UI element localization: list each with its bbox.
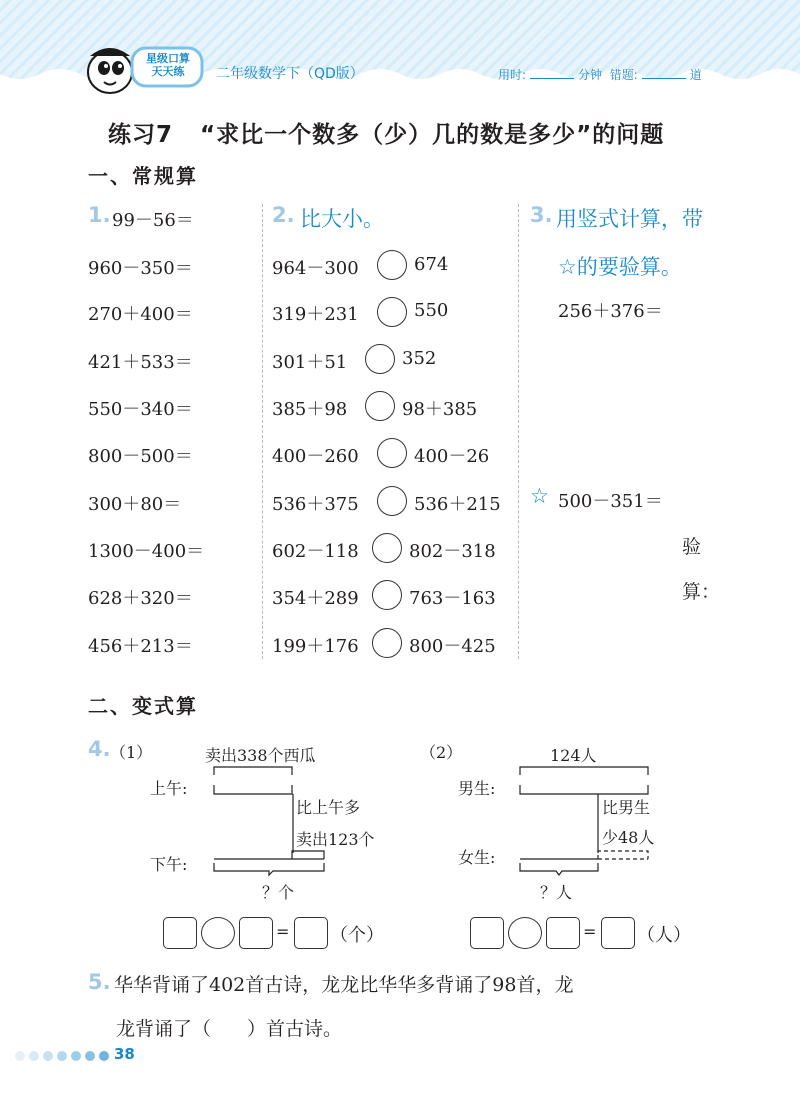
answer-box[interactable] <box>163 917 197 949</box>
brand-logo-text: 星级口算 天天练 <box>146 52 190 78</box>
book-subject-label: 二年级数学下（QD版） <box>216 66 364 82</box>
star-icon: ☆ <box>530 484 549 508</box>
q3-expression-1: 256＋376＝ <box>558 301 663 322</box>
q4-part2-label: （2） <box>420 743 463 762</box>
diagram1-top-label: 卖出338个西瓜 <box>205 746 316 765</box>
q1-item: 456＋213＝ <box>88 636 193 657</box>
operator-circle[interactable] <box>508 917 542 949</box>
compare-answer-circle[interactable] <box>377 250 407 280</box>
q1-item: 550－340＝ <box>88 399 193 420</box>
compare-left: 199＋176 <box>272 636 359 657</box>
compare-left: 354＋289 <box>272 588 359 609</box>
compare-answer-circle[interactable] <box>377 297 407 327</box>
answer-box[interactable] <box>601 917 635 949</box>
compare-right: 536＋215 <box>414 494 501 515</box>
compare-right: 674 <box>414 254 449 275</box>
q3-number: 3. <box>530 203 553 227</box>
errors-blank[interactable] <box>642 78 686 79</box>
diagram1-bottom-label: ？个 <box>262 883 295 902</box>
compare-answer-circle[interactable] <box>372 628 402 658</box>
compare-right: 800－425 <box>409 636 496 657</box>
diagram2-side-label-2: 少48人 <box>602 828 655 847</box>
compare-left: 602－118 <box>272 541 359 562</box>
diagram1-side-label-2: 卖出123个 <box>296 830 375 849</box>
diagram2-row2-label: 女生: <box>458 848 496 867</box>
section-heading-regular: 一、常规算 <box>88 164 198 188</box>
q4-number: 4. <box>88 737 111 761</box>
compare-left: 536＋375 <box>272 494 359 515</box>
header-time-error-fields: 用时: 分钟 错题: 道 <box>498 68 702 82</box>
column-divider-2 <box>518 204 519 659</box>
q3-expression-2: 500－351＝ <box>558 491 663 512</box>
q1-item: 300＋80＝ <box>88 494 182 515</box>
time-blank[interactable] <box>530 78 574 79</box>
diagram2-bottom-label: ？人 <box>540 883 573 902</box>
compare-answer-circle[interactable] <box>372 580 402 610</box>
answer-box[interactable] <box>470 917 504 949</box>
compare-left: 964－300 <box>272 258 359 279</box>
equals-sign: = <box>583 922 597 941</box>
compare-right: 98＋385 <box>402 399 478 420</box>
q5-number: 5. <box>88 970 111 994</box>
compare-right: 352 <box>402 348 437 369</box>
q1-item: 99－56＝ <box>112 210 194 231</box>
compare-left: 385＋98 <box>272 399 348 420</box>
diagram1-side-label-1: 比上午多 <box>296 798 361 817</box>
compare-right: 550 <box>414 300 449 321</box>
compare-right: 400－26 <box>414 446 490 467</box>
unit-label: （个） <box>330 925 384 946</box>
check-label-2: 算： <box>682 581 721 603</box>
q3-title-line1: 用竖式计算，带 <box>556 207 703 231</box>
page-title: 练习7 “求比一个数多（少）几的数是多少”的问题 <box>108 122 665 148</box>
q1-item: 800－500＝ <box>88 446 193 467</box>
compare-left: 301＋51 <box>272 352 348 373</box>
compare-left: 400－260 <box>272 446 359 467</box>
answer-box[interactable] <box>546 917 580 949</box>
q1-item: 421＋533＝ <box>88 352 193 373</box>
diagram2-row1-label: 男生: <box>458 779 496 798</box>
q1-item: 270＋400＝ <box>88 304 193 325</box>
compare-right: 802－318 <box>409 541 496 562</box>
q1-number: 1. <box>88 203 111 227</box>
answer-box[interactable] <box>294 917 328 949</box>
check-label-1: 验 <box>682 536 702 558</box>
equals-sign: = <box>276 922 290 941</box>
operator-circle[interactable] <box>201 917 235 949</box>
q5-text-line2: 龙背诵了（ ）首古诗。 <box>116 1018 343 1040</box>
q5-text-line1: 华华背诵了402首古诗，龙龙比华华多背诵了98首，龙 <box>114 974 574 996</box>
compare-left: 319＋231 <box>272 304 359 325</box>
q2-number: 2. <box>272 203 295 227</box>
q1-item: 628＋320＝ <box>88 588 193 609</box>
page-dots-decoration <box>14 1049 114 1063</box>
diagram2-top-label: 124人 <box>550 746 597 765</box>
compare-right: 763－163 <box>409 588 496 609</box>
q1-item: 1300－400＝ <box>88 541 205 562</box>
answer-box[interactable] <box>239 917 273 949</box>
q3-title-line2: ☆的要验算。 <box>558 255 682 279</box>
compare-answer-circle[interactable] <box>365 391 395 421</box>
compare-answer-circle[interactable] <box>365 344 395 374</box>
compare-answer-circle[interactable] <box>372 533 402 563</box>
q4-part1-label: （1） <box>110 743 153 762</box>
section-heading-variant: 二、变式算 <box>88 694 198 718</box>
column-divider-1 <box>262 204 263 659</box>
q1-item: 960－350＝ <box>88 258 193 279</box>
page-number: 38 <box>114 1045 135 1063</box>
diagram2-side-label-1: 比男生 <box>602 798 651 817</box>
compare-answer-circle[interactable] <box>377 486 407 516</box>
diagram1-row1-label: 上午: <box>150 779 188 798</box>
unit-label: （人） <box>637 925 691 946</box>
compare-answer-circle[interactable] <box>377 438 407 468</box>
q2-title: 比大小。 <box>300 207 384 231</box>
diagram1-row2-label: 下午: <box>150 855 188 874</box>
